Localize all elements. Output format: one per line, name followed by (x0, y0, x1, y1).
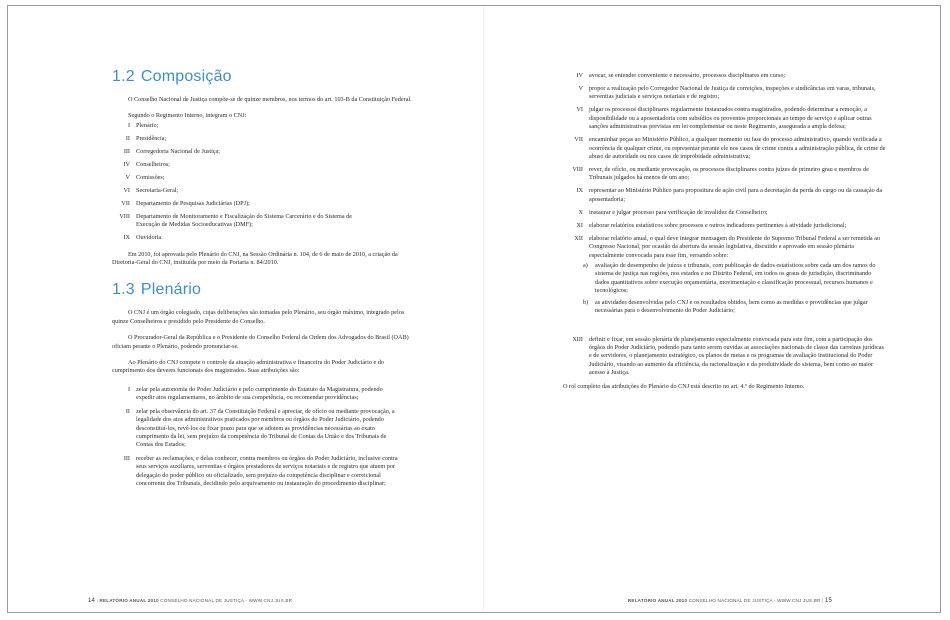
paragraph: O Procurador-Geral da República e o Presidente do Conselho Federal da Ordem dos Advogados do Brasil (OAB) oficiam perante o Plenário, podendo pronunciar-se. (112, 334, 409, 350)
list-item: III receber as reclamações, e delas conhecer, contra membros ou órgãos do Poder Judiciário, inclusive contra seus serviços auxiliares, serventias e órgãos prestadores de serviços notariais e de registro que atuem por delegação do poder público ou oficializado, sem prejuízo da competência disciplinar e correicional concorrente dos Tribunais, decidindo pelo arquivamento ou instauração do procedimento disciplinar; (123, 454, 398, 487)
list-item: X instaurar e julgar processo para verificação de invalidez de Conselheiro; (578, 208, 768, 216)
sub-item: a) avaliação de desempenho de juízos e tribunais, com publicação de dados estatísticos sobre cada um dos ramos do sistema de justiça nas regiões, nos estados e no Distrito Federal, em todos os graus de jurisdição, discriminando dados quantitativos sobre execução orçamentária, movimentação e classificação processual, recursos humanos e tecnológicos; (583, 262, 876, 295)
list-item: II Presidência; (125, 134, 167, 142)
section-title: Plenário (140, 281, 202, 299)
list-item: IV Conselheiros; (123, 160, 171, 168)
sub-list (583, 262, 887, 315)
page-number: 14 (88, 598, 96, 604)
paragraph: Segundo o Regimento Interno, integram o CNJ: (128, 112, 247, 120)
paragraph: Em 2010, foi aprovada pelo Plenário do CNJ, na Sessão Ordinária n. 104, de 6 de maio de 2010, a criação da Diretoria-Geral do CNJ, instituída por meio da Portaria n. 84/2010. (112, 250, 398, 267)
footer-info: CONSELHO NACIONAL DE JUSTIÇA · WWW.CNJ.JUS.BR (160, 598, 293, 603)
list-item: XII elaborar relatório anual, o qual deve integrar mensagem do Presidente do Supremo Tribunal Federal a ser remetida ao Congresso Nacional, por ocasião da abertura da sessão legislativa, discutido e aprovado em sessão plenária especialmente convocada para esse fim, versando sobre: (574, 234, 881, 259)
list-item: IX representar ao Ministério Público para propositura de ação civil para a decretação da perda do cargo ou da cassação da aposentadoria; (576, 187, 883, 203)
page-number: 15 (824, 598, 832, 604)
right-page (483, 6, 942, 612)
document-spread (7, 5, 941, 613)
section-heading-composicao (112, 68, 414, 86)
sub-item: b) as atividades desenvolvidas pelo CNJ e os resultados obtidos, bem como as medidas e providências que julgar necessárias para o desenvolvimento do Poder Judiciário; (583, 298, 868, 315)
list-item: III Corregedoria Nacional de Justiça; (123, 147, 221, 155)
footer-info: CONSELHO NACIONAL DE JUSTIÇA · WWW.CNJ.JUS.BR (688, 598, 821, 603)
list-item: VII encaminhar peças ao Ministério Público, a qualquer momento ou fase do processo administrativo, quando verificada a ocorrência de qualquer crime, ou representar perante ele nos casos de crime contra a administração pública, de crime de abuso de autoridade ou nos casos de improbidade administrativa; (574, 136, 886, 161)
list-item: IV avocar, se entender conveniente e necessário, processos disciplinares em curso; (576, 72, 786, 79)
right-footer: RELATÓRIO ANUAL 2010 CONSELHO NACIONAL DE JUSTIÇA · WWW.CNJ.JUS.BR | 15 (627, 598, 832, 604)
paragraph: O Conselho Nacional de Justiça compõe-se de quinze membros, nos termos do art. 103-B da Constituição Federal. (128, 96, 412, 103)
footer-brand: RELATÓRIO ANUAL 2010 (627, 598, 688, 603)
list-item: VI Secretaria-Geral; (123, 186, 179, 194)
right-column (563, 72, 887, 391)
list-item: XI elaborar relatórios estatísticos sobre processos e outros indicadores pertinentes à atividade jurisdicional; (576, 221, 847, 229)
list-item: VII Departamento de Pesquisas Judiciárias (DPJ); (121, 199, 250, 207)
section-number: 1.2 (112, 68, 135, 85)
section-heading-plenario (112, 281, 414, 299)
paragraph: Ao Plenário do CNJ compete o controle da atuação administrativa e financeira do Poder Judiciário e do cumprimento dos deveres funcionais dos magistrados. Suas atribuições são: (112, 359, 385, 375)
list-item: VIII rever, de ofício, ou mediante provocação, os processos disciplinares contra juízes de primeiro grau e membros de Tribunais julgados há menos de um ano; (572, 166, 869, 182)
section-title: Composição (140, 68, 232, 85)
left-column (112, 68, 414, 488)
left-footer: 14 | RELATÓRIO ANUAL 2010 CONSELHO NACIONAL DE JUSTIÇA · WWW.CNJ.JUS.BR (88, 598, 293, 604)
list-item: I zelar pela autonomia do Poder Judiciário e pelo cumprimento do Estatuto da Magistratura, podendo expedir atos regulamentares, no âmbito de sua competência, ou recomendar providências; (127, 385, 383, 402)
list-item: VI julgar os processos disciplinares regularmente instaurados contra magistrados, podendo determinar a remoção, a disponibilidade ou a aposentadoria com subsídios ou proventos proporcionais ao tempo de serviço e aplicar outras sanções administrativas previstas em lei complementar ou neste Regimento, assegurada a ampla defesa; (576, 106, 872, 131)
attributions-list (112, 386, 414, 488)
list-item: IX Ouvidoria. (123, 234, 163, 242)
list-item: V Comissões; (125, 173, 165, 181)
footer-brand: RELATÓRIO ANUAL 2010 (99, 598, 159, 603)
list-item: II zelar pela observância do art. 37 da Constituição Federal e apreciar, de ofício ou mediante provocação, a legalidade dos atos administrativos praticados por membros ou órgãos do Poder Judiciário, podendo desconstituí-los, revê-los ou fixar prazo para que se adotem as providências necessárias ao exato cumprimento da lei, sem prejuízo da competência do Tribunal de Contas da União e dos Tribunais de Contas dos Estados; (125, 407, 395, 449)
closing-paragraph: O rol completo das atribuições do Plenário do CNJ está descrito no art. 4.º do Regimento Interno. (563, 382, 805, 390)
list-item: V propor a realização pelo Corregedor Nacional de Justiça de correições, inspeções e sindicâncias em varas, tribunais, serventias judiciais e serviços notariais e de registro; (578, 85, 876, 101)
left-page (8, 6, 483, 612)
list-item: I Plenário; (127, 121, 159, 129)
section-number: 1.3 (112, 281, 135, 299)
composition-list (112, 122, 414, 243)
list-item: XIII definir e fixar, em sessão plenária de planejamento especialmente convocada para este fim, com a participação dos órgãos do Poder Judiciário, podendo para tanto serem ouvidas as associações nacionais de classe das carreiras jurídicas e de servidores, o planejamento estratégico, os planos de metas e os programas de avaliação institucional do Poder Judiciário, visando ao aumento da eficiência, da racionalização e da produtividade do sistema, bem como ao maior acesso à Justiça. (572, 335, 884, 377)
paragraph: O CNJ é um órgão colegiado, cujas deliberações são tomadas pelo Plenário, seu órgão máximo, integrado pelos quinze Conselheiros e presidido pelo Presidente do Conselho. (112, 309, 405, 325)
list-item: VIII Departamento de Monitoramento e Fiscalização do Sistema Carcerário e do Sistema de Execução de Medidas Socioeducativas (DMF); (119, 212, 352, 229)
